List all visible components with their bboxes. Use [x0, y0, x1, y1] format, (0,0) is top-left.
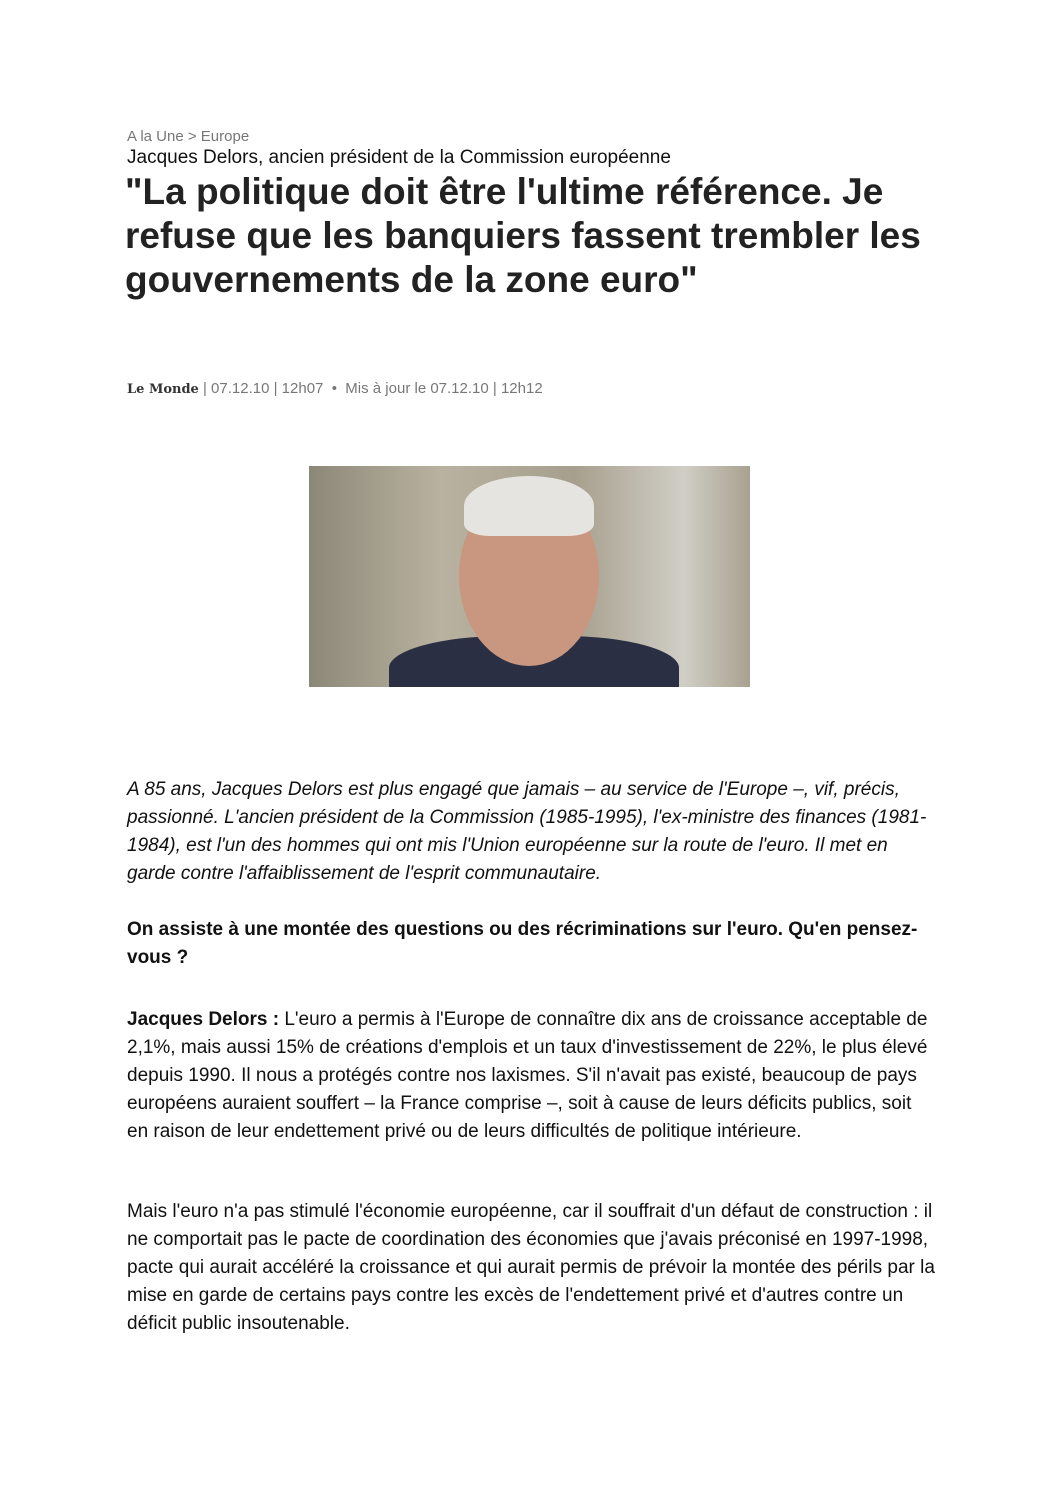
- article-meta: [127, 380, 543, 397]
- article-intro: A 85 ans, Jacques Delors est plus engagé que jamais – au service de l'Europe –, vif, précis, passionné. L'ancien président de la Commission (1985-1995), l'ex-ministre des finances (1981-1984), est l'un des hommes qui ont mis l'Union européenne sur la route de l'euro. Il met en garde contre l'affaiblissement de l'esprit communautaire.: [127, 779, 927, 884]
- article-kicker: Jacques Delors, ancien président de la Commission européenne: [127, 147, 671, 168]
- article-title: "La politique doit être l'ultime référence. Je refuse que les banquiers fassent trembler les gouvernements de la zone euro": [125, 171, 921, 300]
- paragraph: Mais l'euro n'a pas stimulé l'économie européenne, car il souffrait d'un défaut de construction : il ne comportait pas le pacte de coordination des économies que j'avais préconisé en 1997-1998, pacte qui aurait accéléré la croissance et qui aurait permis de prévoir la montée des périls par la mise en garde de certains pays contre les excès de l'endettement privé et d'autres contre un déficit public insoutenable.: [127, 1201, 935, 1334]
- breadcrumb[interactable]: A la Une > Europe: [127, 128, 250, 145]
- interview-question: On assiste à une montée des questions ou des récriminations sur l'euro. Qu'en pensez-vous ?: [127, 919, 918, 968]
- photo-hair: [464, 476, 594, 536]
- interview-answer: [127, 1006, 937, 1146]
- answer-text: L'euro a permis à l'Europe de connaître dix ans de croissance acceptable de 2,1%, mais aussi 15% de créations d'emplois et un taux d'investissement de 22%, le plus élevé depuis 1990. Il nous a protégés contre nos laxismes. S'il n'avait pas existé, beaucoup de pays européens auraient souffert – la France comprise –, soit à cause de leurs déficits publics, soit en raison de leur endettement privé ou de leurs difficultés de politique intérieure.: [127, 1009, 928, 1142]
- le-monde-logo: Le Monde: [127, 382, 199, 397]
- publication-dates: | 07.12.10 | 12h07 • Mis à jour le 07.12.10 | 12h12: [198, 380, 543, 397]
- article-photo: [309, 466, 750, 687]
- speaker-name: Jacques Delors :: [127, 1009, 280, 1030]
